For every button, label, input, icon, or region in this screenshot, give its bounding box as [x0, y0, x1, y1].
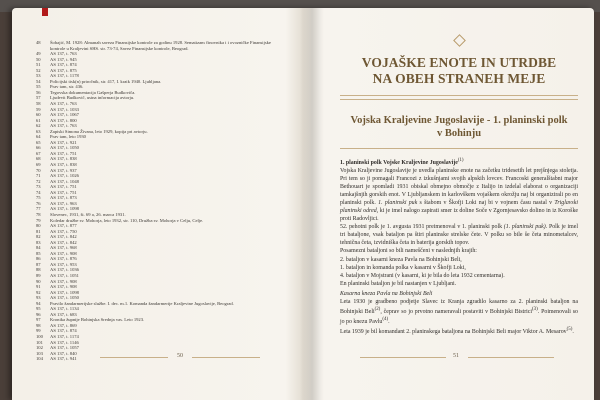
endnote-number: 88 — [36, 267, 41, 273]
endnote-number: 72 — [36, 178, 41, 184]
endnote-number: 54 — [36, 78, 41, 84]
paragraph-text: Leta 1930 je gradbeno podjetje Slavec iz Kranja zgradilo kasarno za 2. planinski bataljon na Bohinjski Beli — [340, 298, 578, 315]
paragraph — [340, 326, 578, 336]
endnote-text: AS 137, t. 1051 — [50, 272, 79, 278]
endnote-text: Slovenec, 1931, št. 69 a, 26. marca 1931. — [50, 211, 126, 217]
list-line: 4. bataljon v Mojstrani (v kasarni, ki je bila do leta 1932 cementarna). — [340, 272, 505, 279]
endnote-number: 83 — [36, 239, 41, 245]
chapter-title-line1: VOJAŠKE ENOTE IN UTRDBE — [361, 55, 557, 70]
endnote-text: AS 137, t. 877 — [50, 223, 77, 229]
endnote-text: AS 137, t. 876 — [50, 256, 77, 262]
endnote-number: 71 — [36, 173, 41, 179]
paragraph — [340, 157, 578, 223]
endnote-text: Prav tam, leto 1930 — [50, 134, 86, 140]
endnote-number: 104 — [36, 356, 43, 362]
left-page-notes — [36, 40, 286, 362]
endnote-text: AS 137, t. 800 — [50, 117, 77, 123]
endnote-text: AS 137, t. 874 — [50, 328, 77, 334]
endnote-text: Ljudevit Budkovič, ustna informacija avtorju. — [50, 95, 135, 101]
endnote-text: AS 137, t. 908 — [50, 284, 77, 290]
paragraph-text: Leta 1939 je bil komandant 2. planinskega bataljona na Bohinjski Beli major Viktor A. Mesarov — [340, 328, 567, 335]
endnote-number: 87 — [36, 261, 41, 267]
paragraph — [340, 223, 578, 247]
endnote-text: AS 137, t. 873 — [50, 195, 77, 201]
endnote-text: AS 137, t. 937 — [50, 167, 77, 173]
paragraph-text: . — [572, 328, 574, 335]
endnote-text: AS 137, t. 941 — [50, 356, 77, 362]
footnote-ref: (3) — [532, 306, 538, 312]
endnote-text: AS 137, t. 1057 — [50, 345, 79, 351]
endnote-number: 63 — [36, 128, 41, 134]
endnote-number: 75 — [36, 195, 41, 201]
endnote-number: 58 — [36, 101, 41, 107]
endnote-number: 91 — [36, 284, 41, 290]
endnote-number: 64 — [36, 134, 41, 140]
endnote-text: AS 137, t. 763 — [50, 51, 77, 57]
endnote-text: AS 137, t. 963 — [50, 200, 77, 206]
endnote-number: 95 — [36, 306, 41, 312]
endnote-number: 56 — [36, 89, 41, 95]
endnote-number: 70 — [36, 167, 41, 173]
endnote-text: AS 137, t. 1048 — [50, 178, 79, 184]
left-page-footer — [100, 353, 260, 363]
list-line: 1. bataljon in komanda polka v kasarni v Škofji Loki, — [340, 264, 466, 271]
endnote-number: 97 — [36, 317, 41, 323]
endnote-number: 77 — [36, 206, 41, 212]
ornament-diamond-icon — [453, 34, 466, 47]
paragraph-text: 52. pehotni polk je 1. avgusta 1931 preimenoval v 1. planinski polk — [340, 224, 503, 231]
footnote-ref: (1) — [457, 158, 464, 163]
endnote-text: Prav tam, str. 436. — [50, 84, 84, 90]
endnote-number: 85 — [36, 250, 41, 256]
endnote-text: Pravilo žandarmerijske službe. I. dec. m.1. Komanda žandarmerije Kraljevine Jugoslavije, Beograd. — [50, 300, 234, 306]
footer-rule-right — [468, 357, 554, 358]
endnote-text: AS 137, t. 875 — [50, 67, 77, 73]
endnote-number: 50 — [36, 56, 41, 62]
endnote-text: AS 137, t. 763 — [50, 123, 77, 129]
endnote-number: 79 — [36, 217, 41, 223]
page-number-right: 51 — [453, 353, 459, 359]
endnote-number: 100 — [36, 333, 43, 339]
endnote-number: 67 — [36, 150, 41, 156]
endnote-number: 57 — [36, 95, 41, 101]
endnote-number: 76 — [36, 200, 41, 206]
endnote-number: 48 — [36, 40, 41, 45]
endnote-text: AS 137, t. 1098 — [50, 289, 79, 295]
endnote-text: Tegovska dokumentacija Gašperja Budkoviča. — [50, 89, 136, 95]
endnote-number: 69 — [36, 162, 41, 168]
endnote-text: AS 137, t. 751 — [50, 184, 77, 190]
endnote-text: AS 137, t. 874 — [50, 62, 77, 68]
endnote-number: 62 — [36, 123, 41, 129]
footer-rule-right — [192, 357, 260, 358]
section-title-line2: v Bohinju — [436, 128, 482, 139]
endnote-text: AS 137, t. 869 — [50, 322, 77, 328]
section-title-line1: Vojska Kraljevine Jugoslavije - 1. planinski polk — [350, 115, 568, 126]
endnote-number: 89 — [36, 272, 41, 278]
endnote-text: AS 137, t. 1098 — [50, 206, 79, 212]
italic-term: 1. planinski puk — [378, 200, 418, 207]
endnote-text: AS 137, t. 842 — [50, 239, 77, 245]
endnote-text: AS 137, t. 763 — [50, 101, 77, 107]
endnote-number: 74 — [36, 189, 41, 195]
section-rule — [340, 148, 578, 149]
endnote-number: 90 — [36, 278, 41, 284]
endnote-number: 60 — [36, 112, 41, 118]
endnote-number: 94 — [36, 300, 41, 306]
chapter-rule — [340, 95, 578, 100]
endnote-text: Kronika župnije Bohinjska Srednja vas. Leto 1923. — [50, 317, 145, 323]
endnote-text: AS 137, t. 751 — [50, 150, 77, 156]
endnote-number: 78 — [36, 211, 41, 217]
endnote-text: AS 137, t. 1050 — [50, 295, 79, 301]
section-title — [340, 114, 578, 140]
italic-term: (1. planinski puk). — [503, 224, 548, 231]
paragraph-text: . Poimenovali so jo po knezu Pavlu — [340, 308, 578, 325]
endnote-text: AS 137, t. 1178 — [50, 73, 79, 79]
endnote-text: AS 137, t. 1134 — [50, 306, 79, 312]
endnote-text: AS 137, t. 968 — [50, 245, 77, 251]
endnote-number: 102 — [36, 345, 43, 351]
bookmark-ribbon — [42, 8, 48, 16]
paragraph-text: , čeprav so jo prvotno nameravali postaviti v Bohinjski Bistrici — [380, 308, 533, 315]
footer-rule-left — [360, 357, 446, 358]
paragraph-text: . — [388, 318, 390, 325]
endnote-number: 80 — [36, 223, 41, 229]
endnote-text: Zapiski Simona Živana, leto 1929, kopija pri avtorju. — [50, 128, 148, 134]
endnote-text: AS 137, t. 838 — [50, 162, 77, 168]
endnote-number: 49 — [36, 51, 41, 57]
endnote-number: 53 — [36, 73, 41, 79]
endnote-number: 55 — [36, 84, 41, 90]
endnote-text: AS 137, t. 1033 — [50, 106, 79, 112]
endnote-text: AS 137, t. 842 — [50, 234, 77, 240]
paragraph: Posamezni bataljoni so bili nameščeni v naslednjih krajih: — [340, 248, 477, 255]
endnote-text: AS 137, t. 750 — [50, 228, 77, 234]
chapter-title — [340, 55, 578, 87]
endnote-number: 103 — [36, 350, 43, 356]
paragraph — [340, 298, 578, 326]
book-gutter — [300, 8, 324, 400]
endnote-text: AS 137, t. 1067 — [50, 112, 79, 118]
endnote-text: AS 137, t. 953 — [50, 261, 77, 267]
footnote-ref: (5) — [566, 326, 573, 332]
italic-term: Triglavski planinski odred, — [340, 200, 578, 215]
endnote-text: AS 137, t. 683 — [50, 311, 77, 317]
paragraph-text: Vojska Kraljevine Jugoslavije je uvedla planinske enote na začetku tridesetih let prejšnjega stoletja. Pri tem so ji pomagali Francozi z izkušnjami svojih alpskih lovcev. Francoski generalštabni major Bethouart je spomladi 1931 obiskal obmejno območje z Italijo in izdelal elaborat o organizaciji tamkajšnjih gorskih enot. V Ljubljanskem in karlovškem vojaškem okrožju naj bi organizirali po en planinski polk. — [340, 168, 578, 207]
endnote-text: AS 137, t. 945 — [50, 56, 77, 62]
endnote-text: AS 137, t. 1026 — [50, 173, 79, 179]
page-number-left: 50 — [177, 353, 183, 359]
endnote-number: 99 — [36, 328, 41, 334]
endnote-number: 73 — [36, 184, 41, 190]
endnote-number: 96 — [36, 311, 41, 317]
paragraph-text: s štabom v Škofji Loki naj bi v vojnem času nastal v — [419, 200, 553, 207]
endnote-row — [36, 40, 286, 51]
endnote-number: 68 — [36, 156, 41, 162]
endnote-number: 93 — [36, 295, 41, 301]
endnote-number: 81 — [36, 228, 41, 234]
endnote-number: 98 — [36, 322, 41, 328]
endnote-text: AS 137, t. 1050 — [50, 145, 79, 151]
endnote-text: AS 137, t. 908 — [50, 250, 77, 256]
endnote-number: 92 — [36, 289, 41, 295]
endnote-text: AS 137, t. 908 — [50, 278, 77, 284]
endnote-text: AS 137, t. 1146 — [50, 339, 79, 345]
endnote-text: AS 137, t. 1036 — [50, 267, 79, 273]
list-line: En planinski bataljon je bil nastanjen v Ljubljani. — [340, 280, 457, 287]
endnote-number: 61 — [36, 117, 41, 123]
endnote-number: 59 — [36, 106, 41, 112]
endnote-text: AS 137, t. 840 — [50, 350, 77, 356]
endnote-number: 101 — [36, 339, 43, 345]
right-page-footer — [330, 353, 580, 363]
endnote-number: 86 — [36, 256, 41, 262]
subheading: Kasarna kneza Pavla na Bohinjski Beli — [340, 290, 433, 297]
endnote-text: AS 137, t. 751 — [50, 189, 77, 195]
footnote-ref: (4) — [382, 316, 389, 322]
footer-rule-left — [100, 357, 168, 358]
endnote-text: AS 137, t. 838 — [50, 156, 77, 162]
paragraph-lead: 1. planinski polk Vojske Kraljevine Jugoslavije — [340, 159, 458, 166]
endnote-text: Policijski tisk(n) priročnik, str. 417, I. kraik 1940. Ljubljana. — [50, 78, 162, 84]
endnote-number: 51 — [36, 62, 41, 68]
endnote-text: AS 137, t. 1174 — [50, 333, 79, 339]
endnote-text: AS 137, t. 921 — [50, 139, 77, 145]
endnote-number: 66 — [36, 145, 41, 151]
endnote-number: 52 — [36, 67, 41, 73]
right-page — [340, 30, 578, 336]
endnote-text: Šobajić, M. 1928: Almanah saveza Finansijske kontrole za godinu 1928. Sematizam činovnika i i ovozničke Finansijske kontrole u Kraljevini SHS. str. 73-74, Savez Finansijske kontrole, Beograd. — [50, 40, 271, 51]
footnote-ref: (2) — [374, 306, 381, 312]
paragraph-text: ki je imel nalogo zapirati smer iz doline Soče v Zgornjesavsko dolino in iz Koroške proti Radovljici. — [340, 208, 578, 223]
paragraph-text: Polk je imel tri bataljone, vsak bataljon pa štiri planinske strelske čete. V polku so bile še četa minometalcev, tehnična četa, izvidniška četa in baterija gorskih topov. — [340, 224, 578, 247]
endnote-number: 82 — [36, 234, 41, 240]
endnote-text: Koledar družbe sv. Mohorja, leto 1932, str. 110, Družba sv. Mohorja v Celju, Celje. — [50, 217, 204, 223]
endnote-number: 84 — [36, 245, 41, 251]
list-line: 2. bataljon v kasarni kneza Pavla na Bohinjski Beli, — [340, 256, 462, 263]
body-text — [340, 157, 578, 336]
chapter-title-line2: NA OBEH STRANEH MEJE — [372, 71, 546, 86]
endnote-number: 65 — [36, 139, 41, 145]
